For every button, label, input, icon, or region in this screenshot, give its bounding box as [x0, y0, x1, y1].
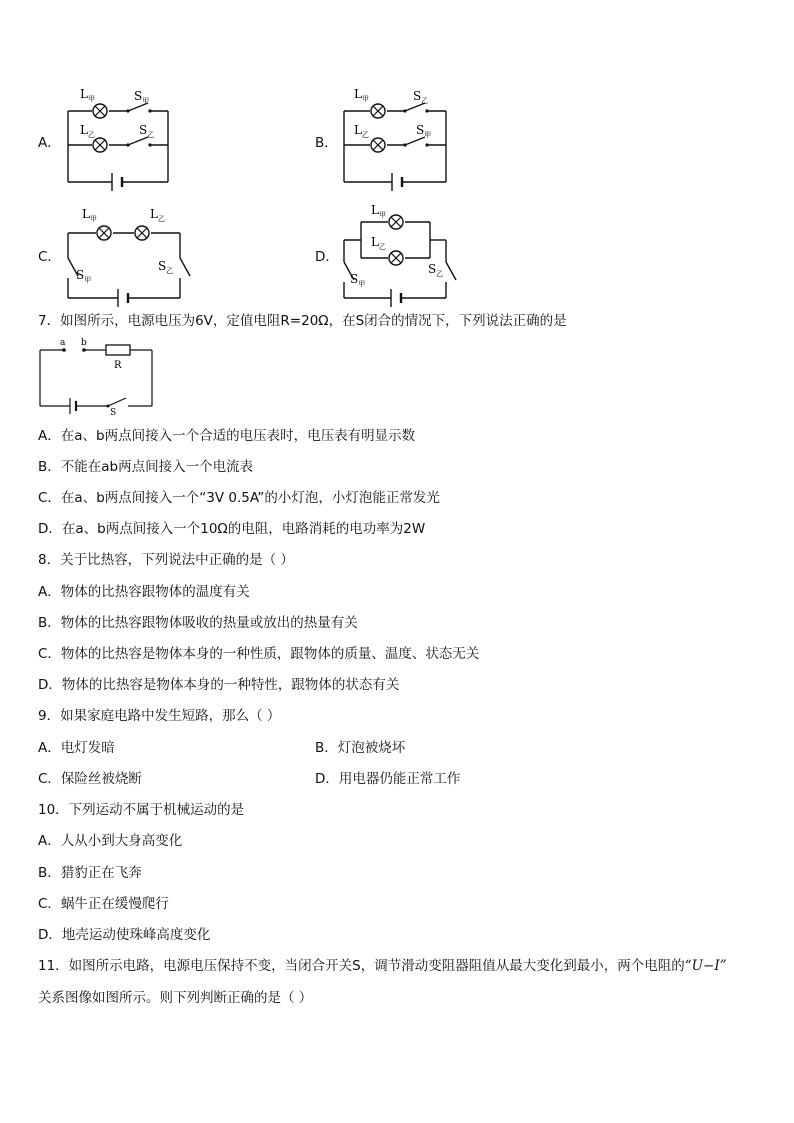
q11-stem-text: 11．如图所示电路，电源电压保持不变，当闭合开关S，调节滑动变阻器阻值从最大变化到最小，两个电阻的	[38, 958, 685, 974]
terminal-a-icon	[62, 348, 66, 352]
q9-stem: 9．如果家庭电路中发生短路，那么（ ）	[38, 708, 281, 724]
label-s-jia: $S_甲$	[350, 272, 366, 288]
q10-option-a[interactable]: A．人从小到大身高变化	[38, 833, 183, 849]
label-s-yi: $S_乙$	[158, 259, 174, 275]
q7-option-c[interactable]: C．在a、b两点间接入一个“3V 0.5A”的小灯泡，小灯泡能正常发光	[38, 490, 440, 506]
q9-option-c[interactable]: C．保险丝被烧断	[38, 771, 142, 787]
switch-contact-icon	[148, 143, 151, 146]
circuit-a	[68, 103, 168, 191]
q11-stem-line2: 关系图像如图所示。则下列判断正确的是（ ）	[38, 990, 313, 1006]
label-l-jia: $L_甲$	[371, 203, 386, 219]
switch-contact-icon	[425, 143, 428, 146]
switch-contact-icon	[148, 109, 151, 112]
label-l-jia: $L_甲$	[354, 87, 369, 103]
label-l-jia: $L_甲$	[80, 87, 95, 103]
q9-option-a[interactable]: A．电灯发暗	[38, 740, 115, 756]
q11-stem-line1	[38, 957, 768, 975]
label-s-jia: $S_甲$	[134, 89, 150, 105]
lamp-icon	[371, 104, 385, 118]
label-l-yi: $L_乙$	[354, 123, 369, 139]
lamp-icon	[371, 138, 385, 152]
q11-ui-label: “U−I”	[684, 958, 727, 974]
label-l-yi: $L_乙$	[150, 207, 165, 223]
q9-option-b[interactable]: B．灯泡被烧坏	[315, 740, 406, 756]
q7-circuit-diagram	[34, 336, 164, 416]
q8-option-d[interactable]: D．物体的比热容是物体本身的一种特性，跟物体的状态有关	[38, 677, 400, 693]
label-a: a	[60, 338, 66, 348]
label-s-jia: $S_甲$	[416, 123, 432, 139]
q6-option-d-label[interactable]: D．	[315, 249, 339, 265]
q10-option-c[interactable]: C．蜗牛正在缓慢爬行	[38, 896, 169, 912]
q6-circuit-diagrams	[0, 0, 794, 310]
q9-option-d[interactable]: D．用电器仍能正常工作	[315, 771, 461, 787]
label-s: S	[110, 408, 117, 416]
label-s-yi: $S_乙$	[428, 262, 444, 278]
lamp-icon	[93, 104, 107, 118]
lamp-icon	[389, 215, 403, 229]
q6-option-b-label[interactable]: B．	[315, 135, 338, 151]
label-s-jia: $S_甲$	[76, 268, 92, 284]
q7-stem: 7．如图所示，电源电压为6V，定值电阻R=20Ω，在S闭合的情况下，下列说法正确的是	[38, 313, 567, 329]
q7-option-a[interactable]: A．在a、b两点间接入一个合适的电压表时，电压表有明显示数	[38, 428, 416, 444]
label-s-yi: $S_乙$	[413, 89, 429, 105]
q6-option-c-label[interactable]: C．	[38, 249, 61, 265]
label-l-yi: $L_乙$	[80, 123, 95, 139]
q8-option-c[interactable]: C．物体的比热容是物体本身的一种性质，跟物体的质量、温度、状态无关	[38, 646, 480, 662]
switch-contact-icon	[126, 109, 129, 112]
switch-contact-icon	[403, 143, 406, 146]
q6-option-a-label[interactable]: A．	[38, 135, 61, 151]
lamp-icon	[97, 226, 111, 240]
label-l-jia: $L_甲$	[82, 207, 97, 223]
label-b: b	[81, 338, 87, 348]
switch-contact-icon	[403, 109, 406, 112]
switch-contact-icon	[126, 143, 129, 146]
label-l-yi: $L_乙$	[371, 235, 386, 251]
q8-option-b[interactable]: B．物体的比热容跟物体吸收的热量或放出的热量有关	[38, 615, 358, 631]
lamp-icon	[389, 251, 403, 265]
q7-option-d[interactable]: D．在a、b两点间接入一个10Ω的电阻，电路消耗的电功率为2W	[38, 521, 426, 537]
q7-option-b[interactable]: B．不能在ab两点间接入一个电流表	[38, 459, 254, 475]
terminal-b-icon	[82, 348, 86, 352]
label-r: R	[114, 360, 122, 371]
q10-option-b[interactable]: B．猎豹正在飞奔	[38, 865, 142, 881]
label-s-yi: $S_乙$	[139, 123, 155, 139]
q10-stem: 10．下列运动不属于机械运动的是	[38, 802, 245, 818]
circuit-b	[344, 103, 446, 191]
switch-contact-icon	[425, 109, 428, 112]
q10-option-d[interactable]: D．地壳运动使珠峰高度变化	[38, 927, 211, 943]
q8-stem: 8．关于比热容，下列说法中正确的是（ ）	[38, 552, 294, 568]
lamp-icon	[93, 138, 107, 152]
q8-option-a[interactable]: A．物体的比热容跟物体的温度有关	[38, 584, 250, 600]
lamp-icon	[135, 226, 149, 240]
